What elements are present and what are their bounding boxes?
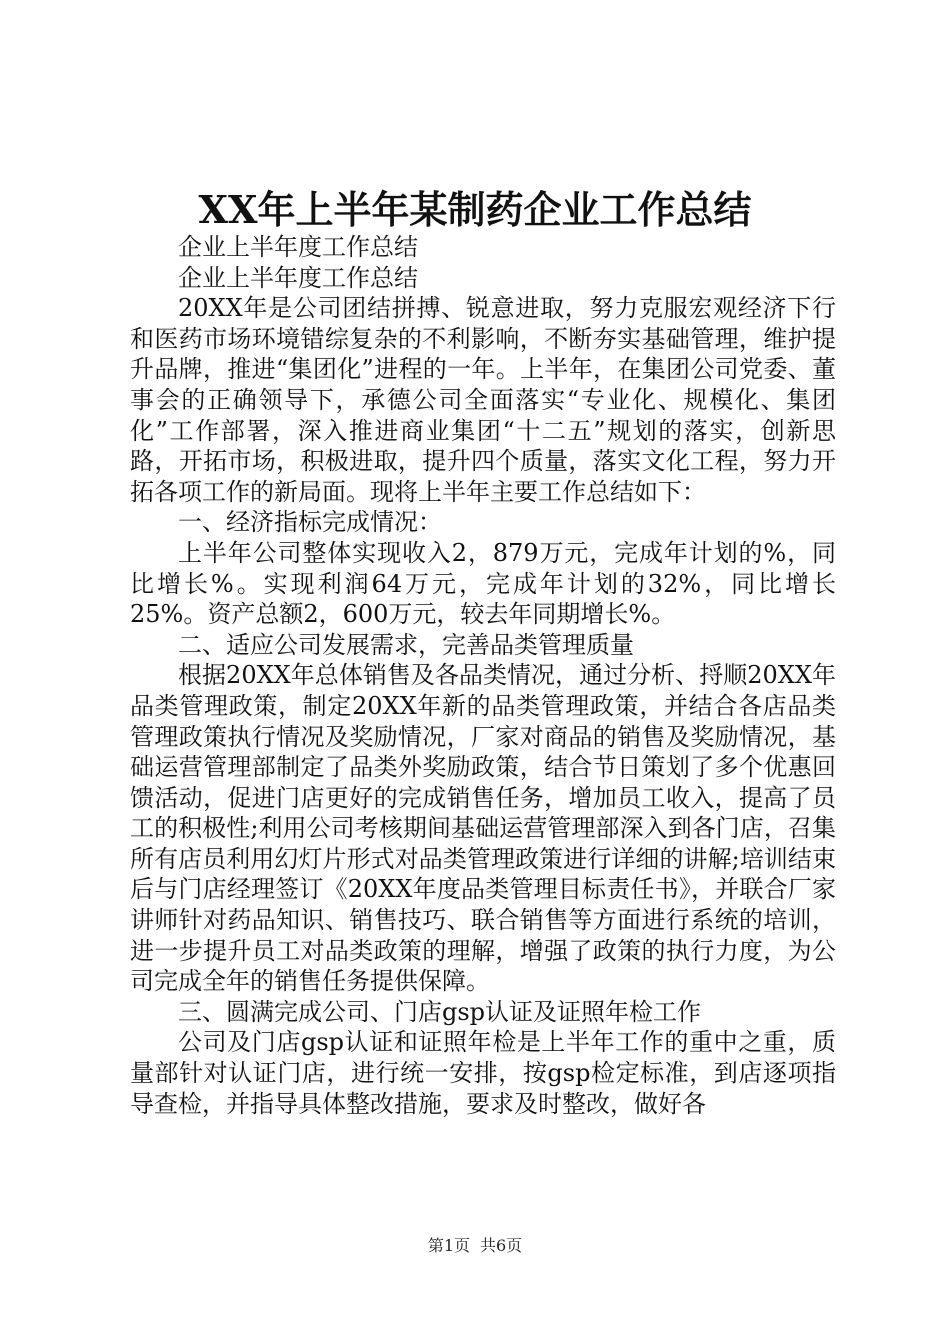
page-total: 共6页 xyxy=(480,1236,523,1255)
section-heading-2: 二、适应公司发展需求，完善品类管理质量 xyxy=(178,630,634,659)
page-number: 第1页 xyxy=(427,1236,470,1255)
paragraph-gsp: 公司及门店gsp认证和证照年检是上半年工作的重中之重，质量部针对认证门店，进行统一安排，按gsp检定标准，到店逐项指导查检，并指导具体整改措施，要求及时整改，做好各 xyxy=(130,1028,836,1118)
section-heading-3: 三、圆满完成公司、门店gsp认证及证照年检工作 xyxy=(178,997,702,1026)
paragraph-category: 根据20XX年总体销售及各品类情况，通过分析、捋顺20XX年品类管理政策，制定20XX年新的品类管理政策，并结合各店品类管理政策执行情况及奖励情况，厂家对商品的销售及奖励情况，基础运营管理部制定了品类外奖励政策，结合节日策划了多个优惠回馈活动，促进门店更好的完成销售任务，增加员工收入，提高了员工的积极性;利用公司考核期间基础运营管理部深入到各门店，召集所有店员利用幻灯片形式对品类管理政策进行详细的讲解;培训结束后与门店经理签订《20XX年度品类管理目标责任书》，并联合厂家讲师针对药品知识、销售技巧、联合销售等方面进行系统的培训，进一步提升员工对品类政策的理解，增强了政策的执行力度，为公司完成全年的销售任务提供保障。 xyxy=(130,661,836,996)
paragraph-economic: 上半年公司整体实现收入2，879万元，完成年计划的%，同比增长%。实现利润64万元，完成年计划的32%，同比增长25%。资产总额2，600万元，较去年同期增长%。 xyxy=(130,538,836,629)
section-heading-1: 一、经济指标完成情况： xyxy=(178,508,442,537)
document-body xyxy=(130,232,836,1119)
paragraph-intro: 20XX年是公司团结拼搏、锐意进取，努力克服宏观经济下行和医药市场环境错综复杂的不利影响，不断夯实基础管理，维护提升品牌，推进“集团化”进程的一年。上半年，在集团公司党委、董事会的正确领导下，承德公司全面落实“专业化、规模化、集团化”工作部署，深入推进商业集团“十二五”规划的落实，创新思路，开拓市场，积极进取，提升四个质量，落实文化工程，努力开拓各项工作的新局面。现将上半年主要工作总结如下： xyxy=(130,294,836,506)
paragraph-subtitle-2: 企业上半年度工作总结 xyxy=(178,263,418,292)
paragraph-subtitle-1: 企业上半年度工作总结 xyxy=(178,233,418,261)
document-title: XX年上半年某制药企业工作总结 xyxy=(198,187,752,232)
page-footer xyxy=(0,1236,950,1256)
